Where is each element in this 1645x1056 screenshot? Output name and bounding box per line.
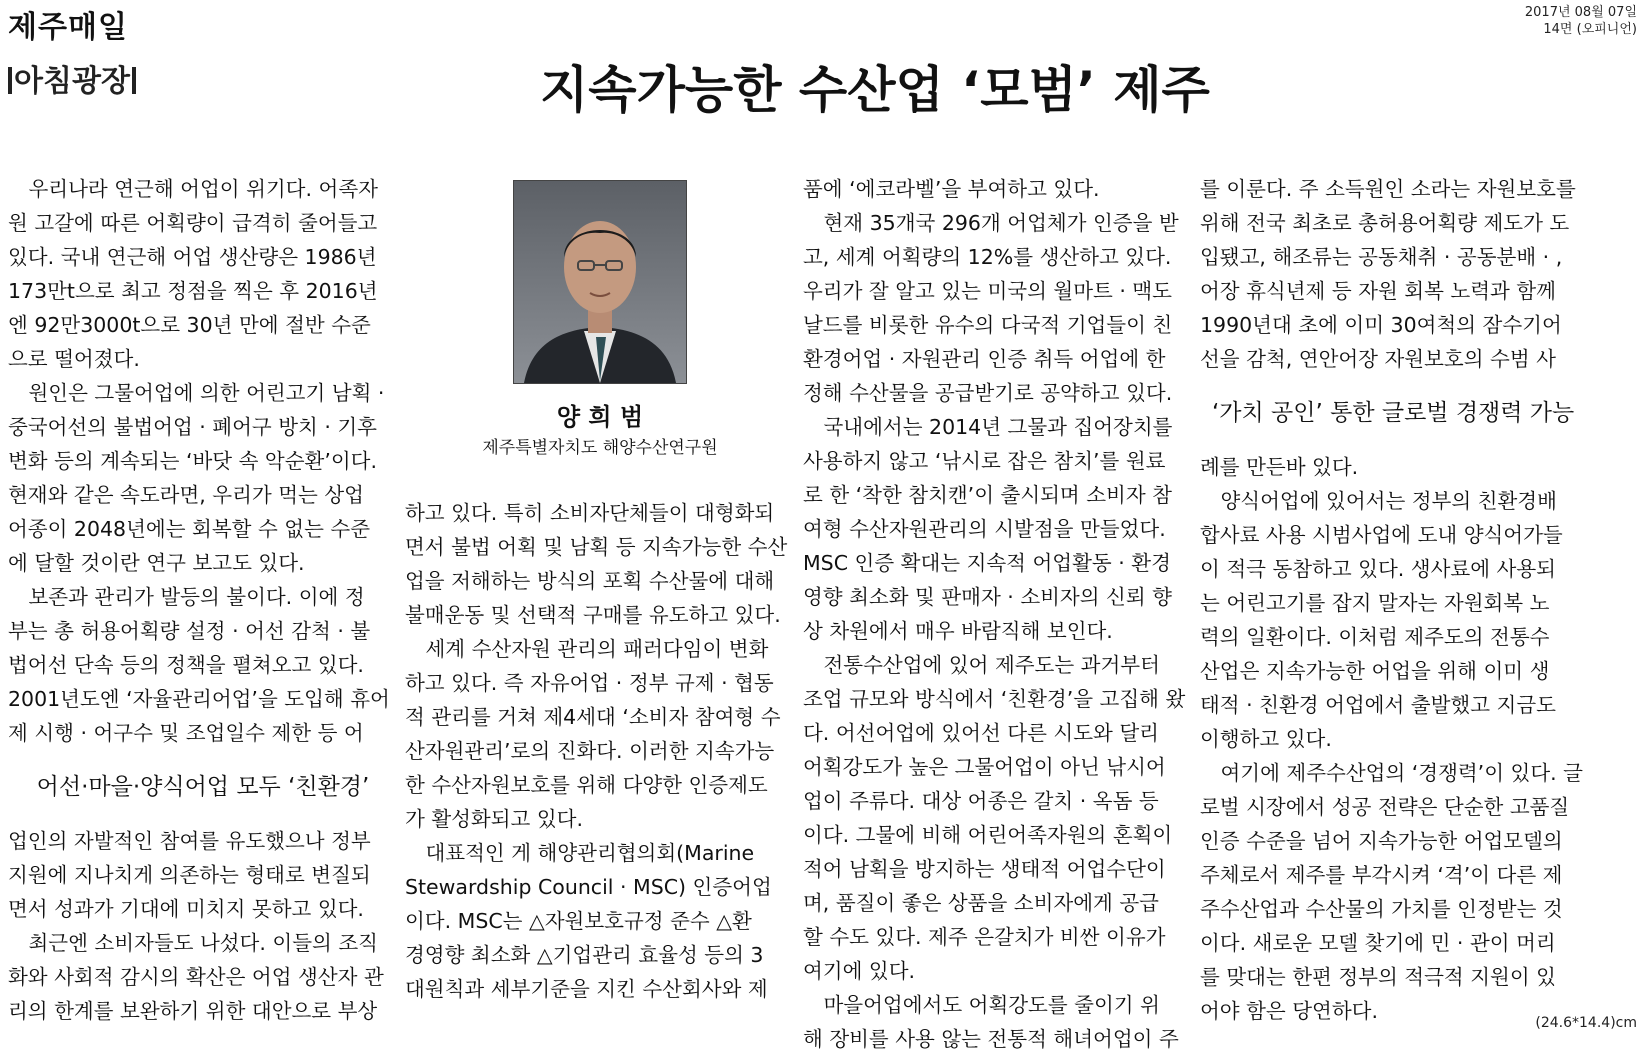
text-line: 주체로서 제주를 부각시켜 ‘격’이 다른 제 bbox=[1200, 863, 1563, 887]
text-line: 변화 등의 계속되는 ‘바닷 속 악순환’이다. bbox=[8, 449, 377, 473]
text-line: 여기에 있다. bbox=[803, 959, 916, 983]
text-line: Stewardship Council · MSC) 인증어업 bbox=[405, 875, 772, 899]
text-line: 이다. MSC는 △자원보호규정 준수 △환 bbox=[405, 909, 752, 933]
text-line: 업을 저해하는 방식의 포획 수산물에 대해 bbox=[405, 569, 775, 593]
text-line: 국내에서는 2014년 그물과 집어장치를 bbox=[803, 415, 1173, 439]
text-line: 조업 규모와 방식에서 ‘친환경’을 고집해 왔 bbox=[803, 687, 1186, 711]
article-column-1 bbox=[8, 172, 398, 1028]
text-line: 전통수산업에 있어 제주도는 과거부터 bbox=[803, 653, 1160, 677]
text-line: 환경어업 · 자원관리 인증 취득 어업에 한 bbox=[803, 347, 1166, 371]
text-line: 어획강도가 높은 그물어업이 아닌 낚시어 bbox=[803, 755, 1166, 779]
text-line: 여형 수산자원관리의 시발점을 만들었다. bbox=[803, 517, 1166, 541]
text-line: 이다. 그물에 비해 어린어족자원의 혼획이 bbox=[803, 823, 1173, 847]
section-name: 아침광장 bbox=[14, 64, 130, 99]
text-line: 양식어업에 있어서는 정부의 친환경배 bbox=[1200, 489, 1557, 513]
column-1-text-a bbox=[8, 172, 398, 750]
text-line: 어장 휴식년제 등 자원 회복 노력과 함께 bbox=[1200, 279, 1556, 303]
text-line: 한 수산자원보호를 위해 다양한 인증제도 bbox=[405, 773, 768, 797]
text-line: 품에 ‘에코라벨’을 부여하고 있다. bbox=[803, 177, 1100, 201]
text-line: 인증 수준을 넘어 지속가능한 어업모델의 bbox=[1200, 829, 1563, 853]
text-line: 마을어업에서도 어획강도를 줄이기 위 bbox=[803, 993, 1160, 1017]
text-line: 우리나라 연근해 어업이 위기다. 어족자 bbox=[8, 177, 378, 201]
text-line: 적어 남획을 방지하는 생태적 어업수단이 bbox=[803, 857, 1166, 881]
text-line: 해 장비를 사용 않는 전통적 해녀어업이 주 bbox=[803, 1027, 1179, 1051]
dateline bbox=[1525, 4, 1637, 38]
text-line: 산업은 지속가능한 어업을 위해 이미 생 bbox=[1200, 659, 1550, 683]
text-line: 상 차원에서 매우 바람직해 보인다. bbox=[803, 619, 1113, 643]
text-line: 합사료 사용 시범사업에 도내 양식어가들 bbox=[1200, 523, 1563, 547]
text-line: 여기에 제주수산업의 ‘경쟁력’이 있다. 글 bbox=[1200, 761, 1583, 785]
text-line: 정해 수산물을 공급받기로 공약하고 있다. bbox=[803, 381, 1173, 405]
text-line: 는 어린고기를 잡지 말자는 자원회복 노 bbox=[1200, 591, 1550, 615]
text-line: 이행하고 있다. bbox=[1200, 727, 1332, 751]
text-line: 면서 성과가 기대에 미치지 못하고 있다. bbox=[8, 897, 364, 921]
text-line: 력의 일환이다. 이처럼 제주도의 전통수 bbox=[1200, 625, 1550, 649]
text-line: 대원칙과 세부기준을 지킨 수산회사와 제 bbox=[405, 977, 768, 1001]
text-line: 면서 불법 어획 및 남획 등 지속가능한 수산 bbox=[405, 535, 788, 559]
text-line: 주수산업과 수산물의 가치를 인정받는 것 bbox=[1200, 897, 1563, 921]
text-line: 으로 떨어졌다. bbox=[8, 347, 140, 371]
text-line: 우리가 잘 알고 있는 미국의 월마트 · 맥도 bbox=[803, 279, 1172, 303]
text-line: 경영향 최소화 △기업관리 효율성 등의 3 bbox=[405, 943, 764, 967]
article-size-note: (24.6*14.4)cm bbox=[1535, 1015, 1637, 1031]
text-line: 부는 총 허용어획량 설정 · 어선 감척 · 불 bbox=[8, 619, 371, 643]
text-line: 업인의 자발적인 참여를 유도했으나 정부 bbox=[8, 829, 371, 853]
text-line: 가 활성화되고 있다. bbox=[405, 807, 583, 831]
text-line: 어야 함은 당연하다. bbox=[1200, 999, 1378, 1023]
newspaper-masthead: 제주매일 bbox=[8, 10, 128, 45]
text-line: 제 시행 · 어구수 및 조업일수 제한 등 어 bbox=[8, 721, 364, 745]
text-line: 에 달할 것이란 연구 보고도 있다. bbox=[8, 551, 305, 575]
text-line: 이다. 새로운 모델 찾기에 민 · 관이 머리 bbox=[1200, 931, 1556, 955]
page-info: 14면 (오피니언) bbox=[1543, 22, 1637, 37]
text-line: 원인은 그물어업에 의한 어린고기 남획 · bbox=[8, 381, 385, 405]
author-affiliation: 제주특별자치도 해양수산연구원 bbox=[482, 438, 718, 458]
text-line: 리의 한계를 보완하기 위한 대안으로 부상 bbox=[8, 999, 378, 1023]
column-4-subhead: ‘가치 공인’ 통한 글로벌 경쟁력 가능 bbox=[1212, 400, 1575, 426]
column-3-text bbox=[803, 172, 1193, 1056]
text-line: 엔 92만3000t으로 30년 만에 절반 수준 bbox=[8, 313, 371, 337]
text-line: 선을 감척, 연안어장 자원보호의 수범 사 bbox=[1200, 347, 1556, 371]
column-1-subhead: 어선·마을·양식어업 모두 ‘친환경’ bbox=[36, 774, 370, 800]
section-label bbox=[6, 56, 138, 100]
text-line: 하고 있다. 즉 자유어업 · 정부 규제 · 협동 bbox=[405, 671, 774, 695]
text-line: 를 맞대는 한편 정부의 적극적 지원이 있 bbox=[1200, 965, 1556, 989]
text-line: 현재 35개국 296개 어업체가 인증을 받 bbox=[803, 211, 1179, 235]
text-line: 2001년도엔 ‘자율관리어업’을 도입해 휴어 bbox=[8, 687, 390, 711]
text-line: 법어선 단속 등의 정책을 펼쳐오고 있다. bbox=[8, 653, 364, 677]
text-line: 대표적인 게 해양관리협의회(Marine bbox=[405, 841, 755, 865]
text-line: 날드를 비롯한 유수의 다국적 기업들이 친 bbox=[803, 313, 1173, 337]
author-portrait-image bbox=[514, 181, 686, 383]
text-line: 하고 있다. 특히 소비자단체들이 대형화되 bbox=[405, 501, 775, 525]
author-photo bbox=[513, 180, 687, 384]
text-line: 업이 주류다. 대상 어종은 갈치 · 옥돔 등 bbox=[803, 789, 1159, 813]
text-line: 최근엔 소비자들도 나섰다. 이들의 조직 bbox=[8, 931, 378, 955]
article-column-2 bbox=[405, 172, 795, 1006]
publication-date: 2017년 08월 07일 bbox=[1524, 5, 1637, 20]
column-4-text-a bbox=[1200, 172, 1590, 376]
text-line: 현재와 같은 속도라면, 우리가 먹는 상업 bbox=[8, 483, 364, 507]
text-line: 세계 수산자원 관리의 패러다임이 변화 bbox=[405, 637, 769, 661]
text-line: 영향 최소화 및 판매자 · 소비자의 신뢰 향 bbox=[803, 585, 1172, 609]
text-line: 지원에 지나치게 의존하는 형태로 변질되 bbox=[8, 863, 371, 887]
section-bar-left bbox=[8, 67, 12, 94]
text-line: 원 고갈에 따른 어획량이 급격히 줄어들고 bbox=[8, 211, 378, 235]
text-line: 를 이룬다. 주 소득원인 소라는 자원보호를 bbox=[1200, 177, 1576, 201]
text-line: 173만t으로 최고 정점을 찍은 후 2016년 bbox=[8, 279, 378, 303]
text-line: 보존과 관리가 발등의 불이다. 이에 정 bbox=[8, 585, 365, 609]
text-line: 1990년대 초에 이미 30여척의 잠수기어 bbox=[1200, 313, 1562, 337]
text-line: 로 한 ‘착한 참치캔’이 출시되며 소비자 참 bbox=[803, 483, 1172, 507]
text-line: 할 수도 있다. 제주 은갈치가 비싼 이유가 bbox=[803, 925, 1166, 949]
text-line: 불매운동 및 선택적 구매를 유도하고 있다. bbox=[405, 603, 781, 627]
text-line: 고, 세계 어획량의 12%를 생산하고 있다. bbox=[803, 245, 1172, 269]
text-line: 사용하지 않고 ‘낚시로 잡은 참치’를 원료 bbox=[803, 449, 1166, 473]
text-line: 다. 어선어업에 있어선 다른 시도와 달리 bbox=[803, 721, 1159, 745]
text-line: 태적 · 친환경 어업에서 출발했고 지금도 bbox=[1200, 693, 1556, 717]
text-line: 어종이 2048년에는 회복할 수 없는 수준 bbox=[8, 517, 370, 541]
article-column-4 bbox=[1200, 172, 1590, 1028]
text-line: MSC 인증 확대는 지속적 어업활동 · 환경 bbox=[803, 551, 1171, 575]
text-line: 중국어선의 불법어업 · 폐어구 방치 · 기후 bbox=[8, 415, 377, 439]
text-line: 화와 사회적 감시의 확산은 어업 생산자 관 bbox=[8, 965, 384, 989]
article-headline: 지속가능한 수산업 ‘모범’ 제주 bbox=[540, 61, 1210, 119]
text-line: 로벌 시장에서 성공 전략은 단순한 고품질 bbox=[1200, 795, 1570, 819]
text-line: 입됐고, 해조류는 공동채취 · 공동분배 · , bbox=[1200, 245, 1563, 269]
text-line: 이 적극 동참하고 있다. 생사료에 사용되 bbox=[1200, 557, 1556, 581]
text-line: 있다. 국내 연근해 어업 생산량은 1986년 bbox=[8, 245, 377, 269]
column-4-text-b bbox=[1200, 450, 1590, 1028]
author-name: 양 희 범 bbox=[556, 403, 644, 431]
text-line: 례를 만든바 있다. bbox=[1200, 455, 1359, 479]
text-line: 산자원관리’로의 진화다. 이러한 지속가능 bbox=[405, 739, 775, 763]
section-bar-right bbox=[132, 67, 136, 94]
article-column-3 bbox=[803, 172, 1193, 1056]
column-2-text bbox=[405, 496, 795, 1006]
text-line: 적 관리를 거쳐 제4세대 ‘소비자 참여형 수 bbox=[405, 705, 781, 729]
column-1-text-b bbox=[8, 824, 398, 1028]
text-line: 위해 전국 최초로 총허용어획량 제도가 도 bbox=[1200, 211, 1570, 235]
text-line: 며, 품질이 좋은 상품을 소비자에게 공급 bbox=[803, 891, 1159, 915]
